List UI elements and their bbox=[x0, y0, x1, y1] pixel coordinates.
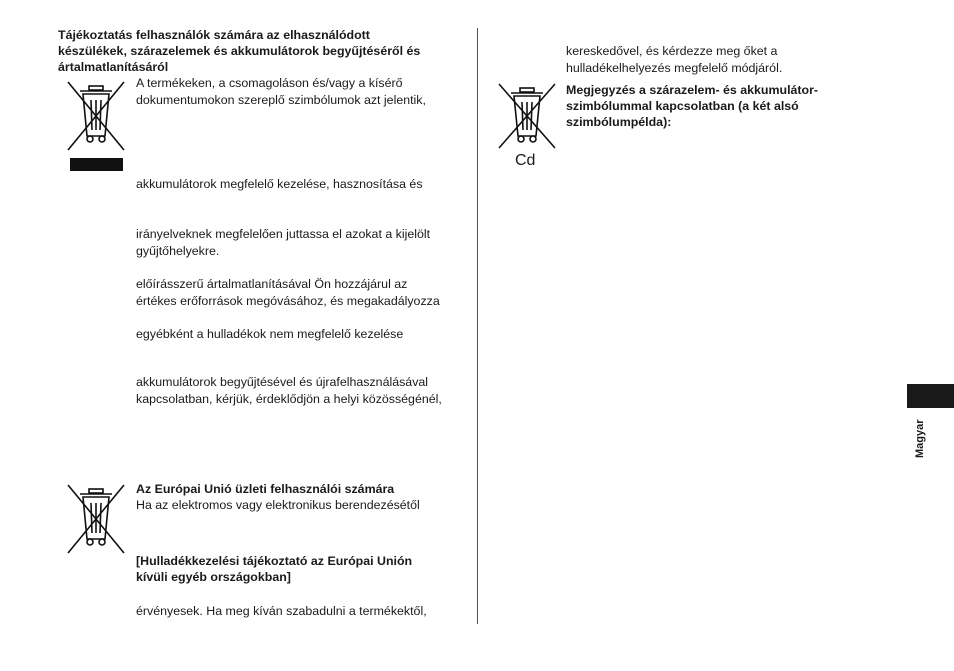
paragraph-line: irányelveknek megfelelően juttassa el azokat a kijelölt bbox=[136, 227, 431, 241]
eu-text: Ha az elektromos vagy elektronikus berendezésétől bbox=[136, 498, 420, 512]
non-eu-text: érvényesek. Ha meg kíván szabadulni a termékektől, bbox=[136, 604, 427, 618]
paragraph-line: előírásszerű ártalmatlanításával Ön hozzájárul az bbox=[136, 277, 408, 291]
intro-line-2: dokumentumokon szereplő szimbólumok azt jelentik, bbox=[136, 93, 426, 107]
section-title-line-1: Tájékoztatás felhasználók számára az elhasználódott bbox=[58, 28, 370, 42]
paragraph-line: kapcsolatban, kérjük, érdeklődjön a helyi közösségénél, bbox=[136, 392, 442, 406]
language-label: Magyar bbox=[914, 419, 926, 458]
note-heading-line-2: szimbólummal kapcsolatban (a két alsó bbox=[566, 99, 799, 113]
note-heading-line-1: Megjegyzés a szárazelem- és akkumulátor- bbox=[566, 83, 819, 97]
eu-heading: Az Európai Unió üzleti felhasználói számára bbox=[136, 482, 395, 496]
crossed-bin-icon bbox=[64, 78, 128, 154]
paragraph-line: akkumulátorok begyűjtésével és újrafelhasználásával bbox=[136, 375, 429, 389]
non-eu-heading-line-1: [Hulladékkezelési tájékoztató az Európai Unión bbox=[136, 554, 413, 568]
column-divider bbox=[477, 28, 478, 624]
section-title-line-2: készülékek, szárazelemek és akkumulátorok begyűjtéséről és bbox=[58, 44, 421, 58]
cd-label: Cd bbox=[515, 152, 536, 169]
paragraph-line: gyűjtőhelyekre. bbox=[136, 244, 220, 258]
non-eu-heading-line-2: kívüli egyéb országokban] bbox=[136, 570, 291, 584]
crossed-bin-icon bbox=[495, 80, 559, 152]
continued-line-2: hulladékelhelyezés megfelelő módjáról. bbox=[566, 61, 783, 75]
section-title-line-3: ártalmatlanításáról bbox=[58, 60, 169, 74]
intro-line-1: A termékeken, a csomagoláson és/vagy a kísérő bbox=[136, 76, 403, 90]
paragraph-line: egyébként a hulladékok nem megfelelő kezelése bbox=[136, 327, 404, 341]
continued-line-1: kereskedővel, és kérdezze meg őket a bbox=[566, 44, 778, 58]
paragraph-line: akkumulátorok megfelelő kezelése, hasznosítása és bbox=[136, 177, 423, 191]
crossed-bin-icon bbox=[64, 481, 128, 557]
paragraph-line: értékes erőforrások megóvásához, és megakadályozza bbox=[136, 294, 440, 308]
note-heading-line-3: szimbólumpélda): bbox=[566, 115, 672, 129]
bar-symbol bbox=[70, 158, 123, 171]
language-tab-marker bbox=[907, 384, 954, 408]
